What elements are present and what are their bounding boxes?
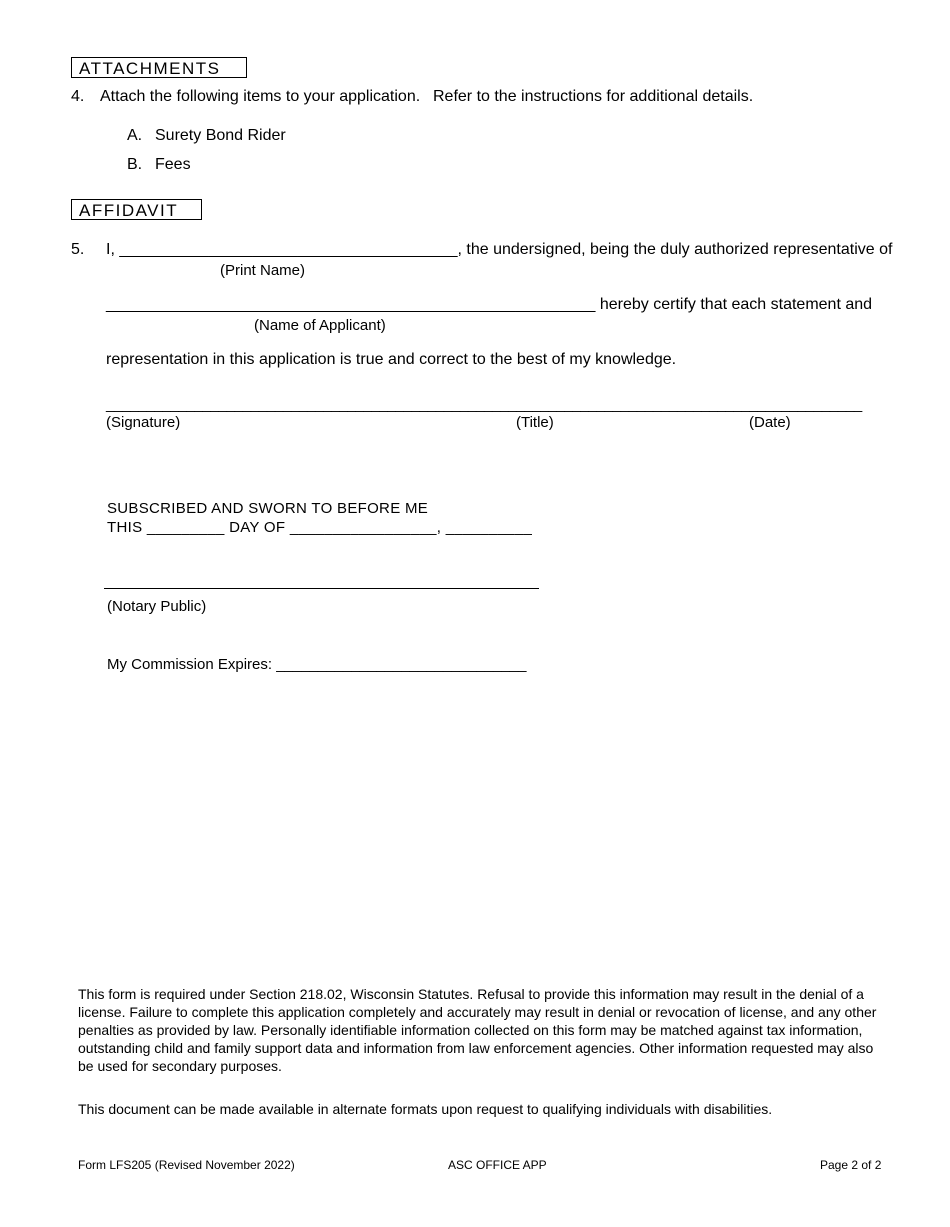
affidavit-i: I,	[106, 241, 115, 258]
legal-line: penalties as provided by law. Personally identifiable information collected on this form may be matched against tax information,	[78, 1022, 863, 1038]
date-caption: (Date)	[749, 414, 791, 431]
item-4-number: 4.	[71, 88, 85, 105]
affidavit-line-3: representation in this application is true and correct to the best of my knowledge.	[106, 351, 677, 368]
print-name-caption: (Print Name)	[220, 262, 306, 279]
sworn-year-field[interactable]: __________	[445, 519, 533, 536]
list-item-fees: Fees	[155, 156, 191, 173]
commission-label: My Commission Expires:	[107, 656, 273, 673]
sworn-date-line	[107, 519, 532, 536]
sworn-heading: SUBSCRIBED AND SWORN TO BEFORE ME	[107, 500, 429, 517]
notary-caption: (Notary Public)	[107, 598, 207, 615]
affidavit-line-1-suffix: , the undersigned, being the duly authorized representative of	[457, 241, 893, 258]
sworn-month-field[interactable]: _________________	[289, 519, 437, 536]
legal-line: be used for secondary purposes.	[78, 1058, 282, 1074]
notary-signature-line[interactable]	[104, 588, 539, 589]
affidavit-heading: AFFIDAVIT	[71, 199, 202, 220]
legal-paragraph	[78, 985, 876, 1075]
affidavit-line-2-suffix: hereby certify that each statement and	[599, 296, 873, 313]
list-item-surety-bond-rider: Surety Bond Rider	[155, 127, 286, 144]
print-name-field[interactable]: ______________________________________	[119, 241, 458, 258]
legal-line: outstanding child and family support data and information from law enforcement agencies. Other information requested may also	[78, 1040, 874, 1056]
signature-field[interactable]: ______________________________________________________________________________________________	[106, 396, 862, 413]
accessibility-notice: This document can be made available in alternate formats upon request to qualifying individuals with disabilities.	[78, 1101, 773, 1117]
list-item-letter: A.	[127, 127, 143, 144]
item-5-number: 5.	[71, 241, 85, 258]
commission-field[interactable]: ______________________________	[276, 656, 527, 673]
sworn-day-of-label: DAY OF	[229, 519, 286, 536]
list-item-letter: B.	[127, 156, 143, 173]
title-caption: (Title)	[516, 414, 554, 431]
legal-line: This form is required under Section 218.02, Wisconsin Statutes. Refusal to provide this information may result in the denial of a	[78, 986, 864, 1002]
applicant-name-field[interactable]: _______________________________________________________	[106, 296, 596, 313]
legal-line: license. Failure to complete this application completely and accurately may result in denial or revocation of license, and any other	[78, 1004, 877, 1020]
sworn-day-field[interactable]: _________	[146, 519, 225, 536]
attachments-heading: ATTACHMENTS	[71, 57, 247, 78]
affidavit-line-1	[106, 241, 892, 259]
item-4-note: Refer to the instructions for additional details.	[433, 88, 754, 105]
item-4-text: Attach the following items to your application.	[100, 88, 421, 105]
signature-caption: (Signature)	[106, 414, 181, 431]
form-name: ASC OFFICE APP	[448, 1158, 547, 1172]
sworn-this-label: THIS	[107, 519, 143, 536]
affidavit-line-2	[106, 296, 872, 314]
applicant-caption: (Name of Applicant)	[254, 317, 386, 334]
commission-expires	[107, 656, 526, 673]
sworn-comma: ,	[436, 519, 442, 536]
form-id: Form LFS205 (Revised November 2022)	[78, 1158, 295, 1172]
page-number: Page 2 of 2	[820, 1158, 882, 1172]
